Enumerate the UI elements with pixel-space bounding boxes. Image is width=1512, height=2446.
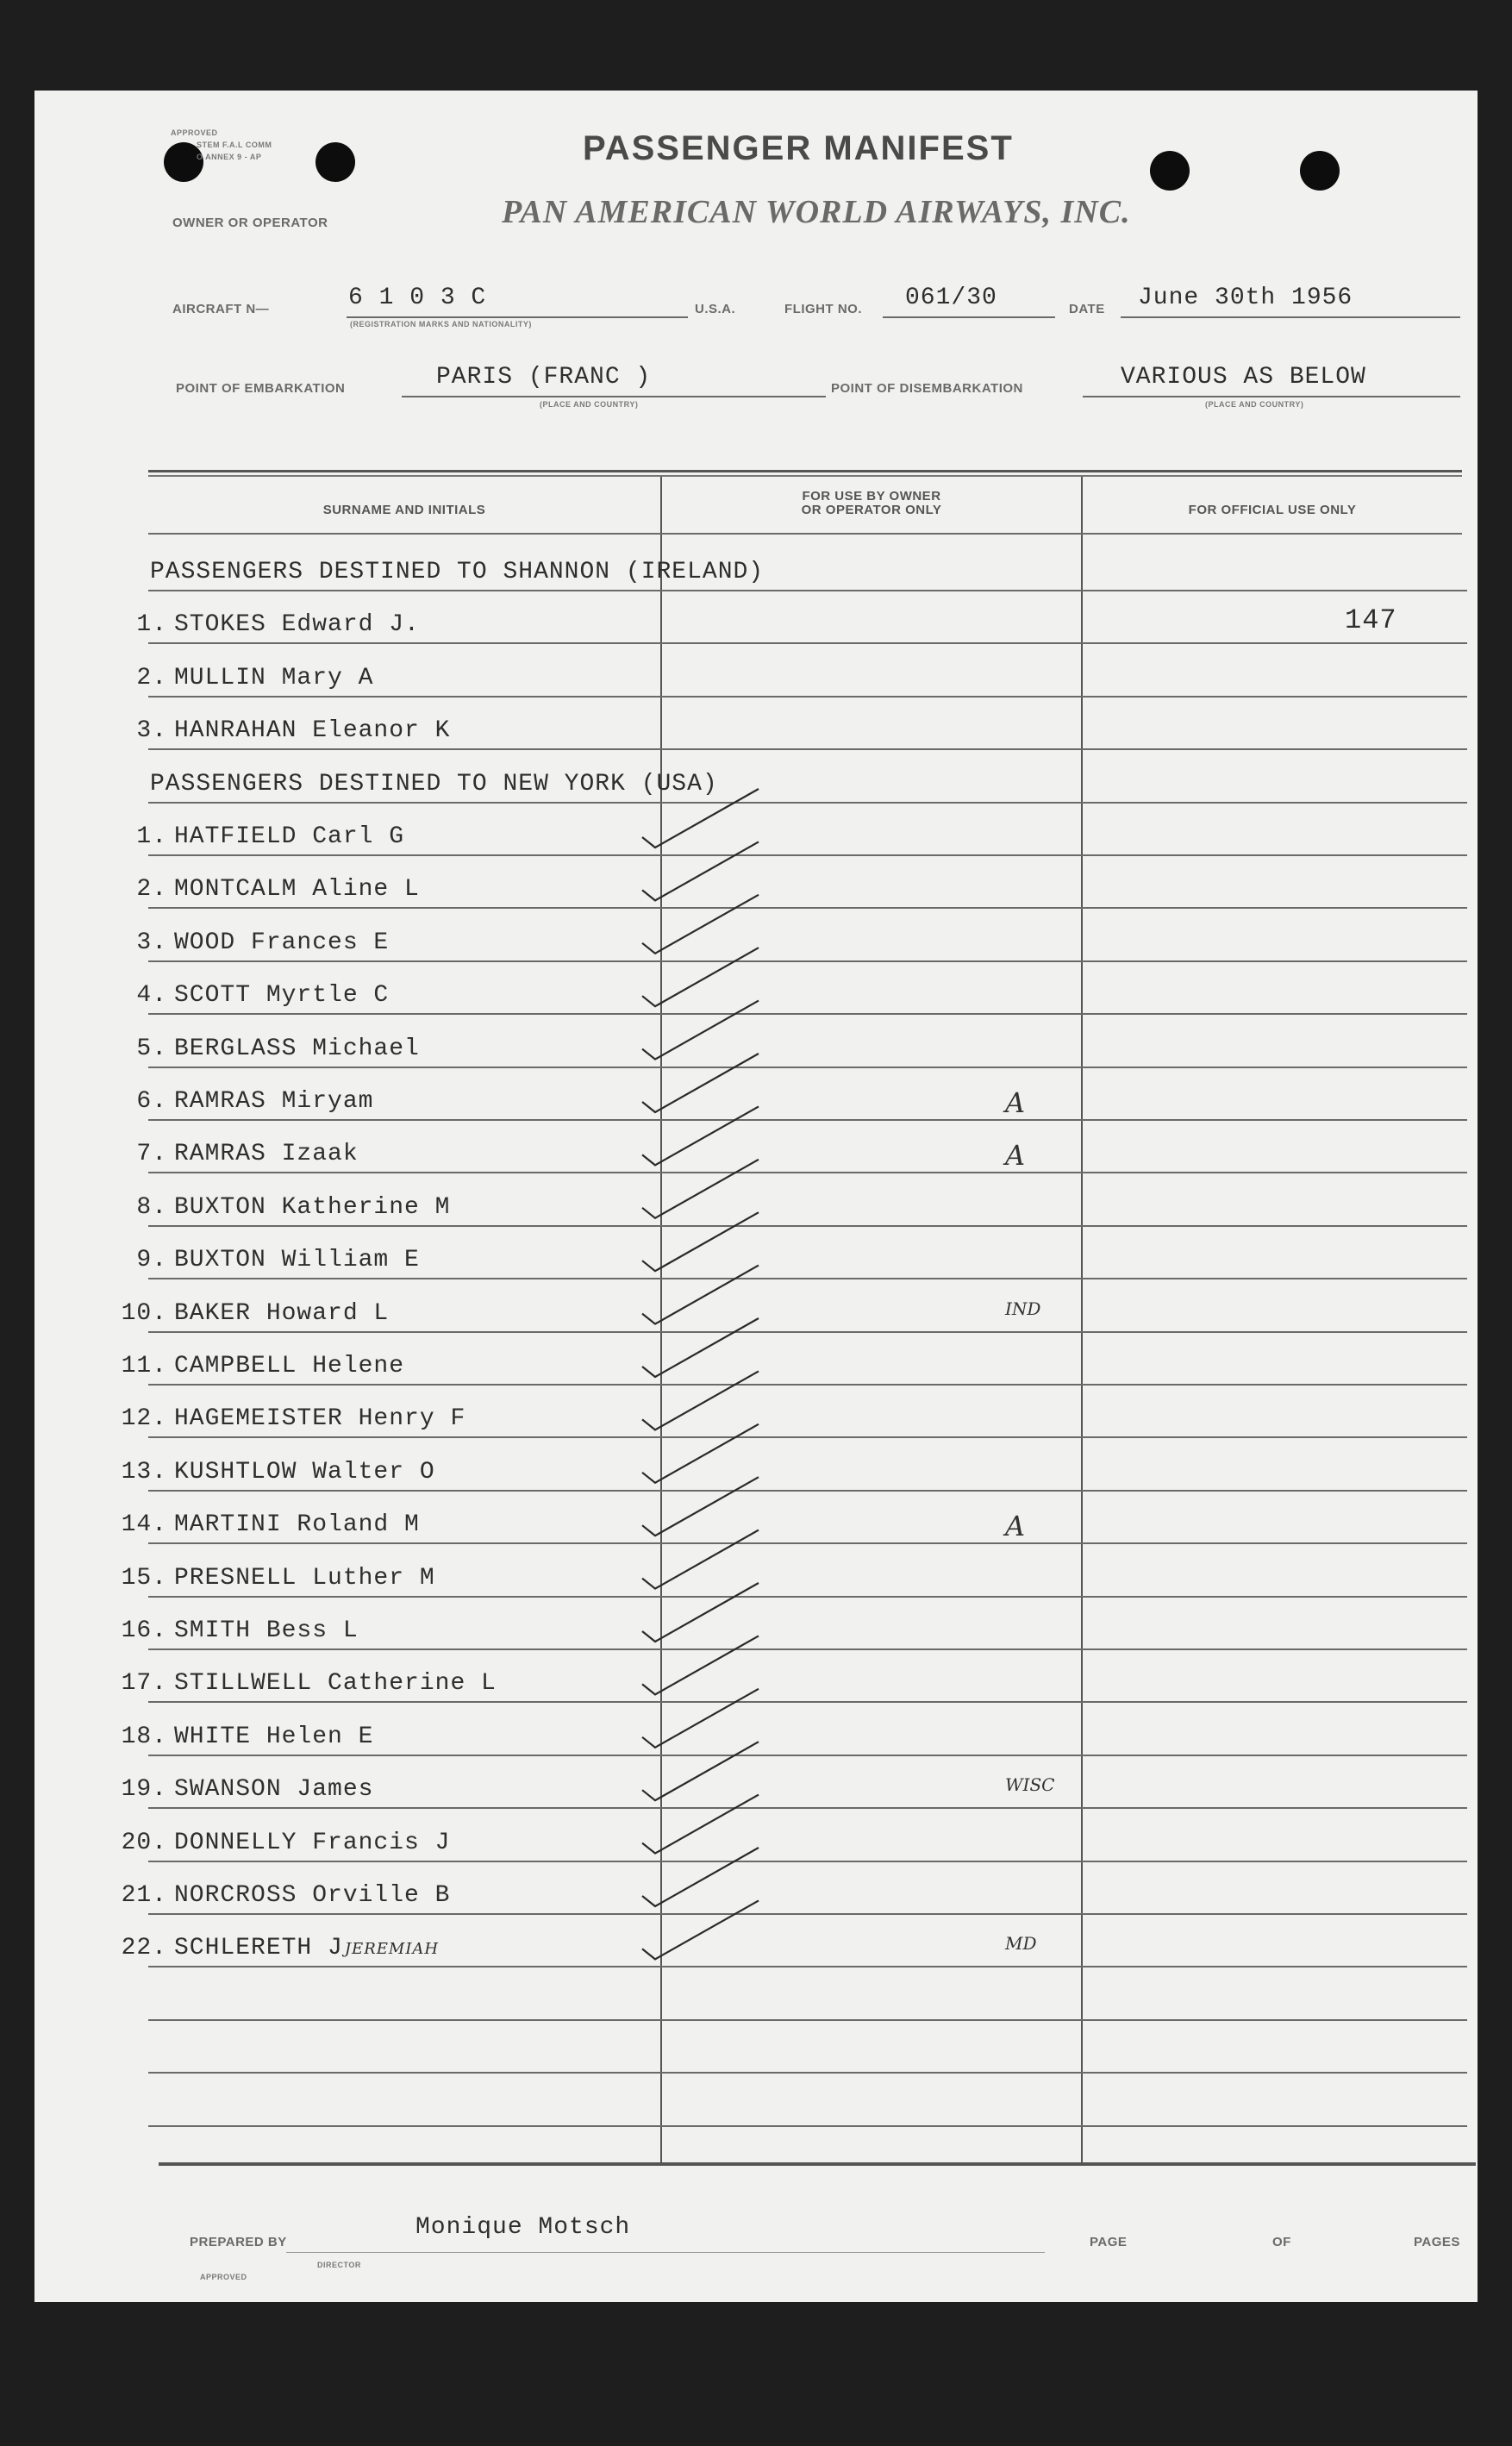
passenger-name: HAGEMEISTER Henry F <box>174 1405 466 1433</box>
passenger-name: BERGLASS Michael <box>174 1035 420 1062</box>
passenger-number: 3. <box>136 717 167 745</box>
place-caption-embark: (PLACE AND COUNTRY) <box>540 400 639 409</box>
check-mark <box>642 1742 759 1800</box>
check-mark <box>642 1212 759 1271</box>
passenger-name: KUSHTLOW Walter O <box>174 1458 435 1486</box>
passenger-name: BUXTON Katherine M <box>174 1193 451 1221</box>
handwritten-note: A <box>1005 1139 1026 1173</box>
place-caption-disembark: (PLACE AND COUNTRY) <box>1205 400 1304 409</box>
date-value: June 30th 1956 <box>1138 285 1353 311</box>
handwritten-note: A <box>1005 1510 1026 1543</box>
check-mark <box>642 1900 759 1959</box>
passenger-name: MULLIN Mary A <box>174 664 374 691</box>
check-mark <box>642 1689 759 1748</box>
passenger-name: MARTINI Roland M <box>174 1511 420 1539</box>
passenger-number: 4. <box>136 982 167 1010</box>
check-mark <box>642 1106 759 1165</box>
country-label: U.S.A. <box>695 302 736 316</box>
passenger-name: HATFIELD Carl G <box>174 823 405 850</box>
passenger-number: 14. <box>121 1511 167 1539</box>
flight-value: 061/30 <box>905 285 997 311</box>
check-mark <box>642 1424 759 1483</box>
passenger-number: 15. <box>121 1564 167 1592</box>
passenger-number: 18. <box>121 1723 167 1750</box>
passenger-name: SCHLERETH J <box>174 1935 343 1962</box>
check-mark <box>642 1371 759 1429</box>
approval-line-2: STEM F.A.L COMM <box>197 141 272 149</box>
passenger-name: CAMPBELL Helene <box>174 1353 405 1379</box>
passenger-number: 6. <box>136 1088 167 1115</box>
passenger-name: NORCROSS Orville B <box>174 1882 451 1909</box>
approval-line-3: O ANNEX 9 - AP <box>197 153 262 161</box>
footer-stamp: DIRECTOR <box>317 2261 361 2269</box>
check-mark <box>642 1795 759 1854</box>
passenger-number: 8. <box>136 1193 167 1221</box>
prepared-underline <box>286 2252 1045 2253</box>
passenger-name: HANRAHAN Eleanor K <box>174 717 451 745</box>
official-number: 147 <box>1345 604 1397 637</box>
passenger-name: DONNELLY Francis J <box>174 1829 451 1856</box>
passenger-number: 3. <box>136 929 167 956</box>
passenger-number: 9. <box>136 1247 167 1274</box>
check-mark <box>642 1160 759 1218</box>
check-mark <box>642 841 759 900</box>
passenger-name: PRESNELL Luther M <box>174 1564 435 1592</box>
passenger-number: 10. <box>121 1299 167 1327</box>
check-mark <box>642 1054 759 1112</box>
passenger-number: 21. <box>121 1882 167 1909</box>
disembark-value: VARIOUS AS BELOW <box>1121 364 1366 391</box>
handwritten-note: A <box>1005 1086 1026 1119</box>
check-mark <box>642 789 759 848</box>
aircraft-label: AIRCRAFT N— <box>172 302 270 316</box>
passenger-number: 12. <box>121 1405 167 1433</box>
embark-value: PARIS (FRANC ) <box>436 364 652 391</box>
check-mark <box>642 1636 759 1694</box>
check-mark <box>642 1477 759 1536</box>
footer-small: APPROVED <box>200 2273 247 2281</box>
prepared-label: PREPARED BY <box>190 2235 287 2249</box>
passenger-number: 20. <box>121 1829 167 1856</box>
passenger-name: RAMRAS Izaak <box>174 1141 359 1168</box>
passenger-number: 1. <box>136 823 167 850</box>
airline-name: PAN AMERICAN WORLD AIRWAYS, INC. <box>502 194 1131 230</box>
col-header-names: SURNAME AND INITIALS <box>322 503 486 517</box>
check-mark <box>642 1583 759 1642</box>
col-header-operator-line-1: FOR USE BY OWNER <box>802 489 941 504</box>
page-title: PASSENGER MANIFEST <box>583 129 1014 167</box>
passenger-name: SWANSON James <box>174 1776 374 1804</box>
handwritten-note: WISC <box>1005 1774 1055 1796</box>
passenger-number: 13. <box>121 1458 167 1486</box>
check-mark <box>642 948 759 1006</box>
passenger-name: SCOTT Myrtle C <box>174 982 390 1010</box>
check-mark <box>642 1318 759 1377</box>
passenger-number: 2. <box>136 664 167 691</box>
passenger-number: 16. <box>121 1617 167 1644</box>
section-heading: PASSENGERS DESTINED TO NEW YORK (USA) <box>150 770 718 798</box>
owner-label: OWNER OR OPERATOR <box>172 216 328 230</box>
disembark-label: POINT OF DISEMBARKATION <box>831 381 1023 396</box>
passenger-number: 22. <box>121 1935 167 1962</box>
passenger-name: RAMRAS Miryam <box>174 1088 374 1115</box>
passenger-name: WOOD Frances E <box>174 929 390 956</box>
check-mark <box>642 1530 759 1589</box>
approval-line-1: APPROVED <box>171 128 218 137</box>
handwritten-note: MD <box>1005 1933 1037 1955</box>
passenger-number: 5. <box>136 1035 167 1062</box>
passenger-number: 7. <box>136 1141 167 1168</box>
flight-label: FLIGHT NO. <box>784 302 862 316</box>
aircraft-value: 6 1 0 3 C <box>348 285 487 311</box>
passenger-name: STOKES Edward J. <box>174 611 420 639</box>
embark-label: POINT OF EMBARKATION <box>176 381 346 396</box>
col-header-operator-line-2: OR OPERATOR ONLY <box>801 503 942 517</box>
table-bottom-rule <box>159 2162 1476 2166</box>
passenger-name: SMITH Bess L <box>174 1617 359 1644</box>
check-mark <box>642 1848 759 1906</box>
check-mark <box>642 1001 759 1060</box>
pages-label: PAGES <box>1414 2235 1460 2249</box>
check-mark <box>642 1266 759 1324</box>
passenger-number: 19. <box>121 1776 167 1804</box>
page-label: PAGE <box>1090 2235 1128 2249</box>
passenger-number: 1. <box>136 611 167 639</box>
handwritten-forename: JEREMIAH <box>344 1940 440 1959</box>
prepared-value: Monique Motsch <box>415 2214 631 2241</box>
check-mark <box>642 895 759 954</box>
passenger-name: STILLWELL Catherine L <box>174 1670 497 1698</box>
section-heading: PASSENGERS DESTINED TO SHANNON (IRELAND) <box>150 559 765 585</box>
passenger-name: WHITE Helen E <box>174 1723 374 1750</box>
passenger-name: BAKER Howard L <box>174 1299 390 1327</box>
registration-caption: (REGISTRATION MARKS AND NATIONALITY) <box>350 320 532 328</box>
passenger-name: MONTCALM Aline L <box>174 876 420 904</box>
passenger-number: 2. <box>136 876 167 904</box>
passenger-number: 17. <box>121 1670 167 1698</box>
date-label: DATE <box>1069 302 1105 316</box>
passenger-number: 11. <box>121 1353 167 1379</box>
passenger-name: BUXTON William E <box>174 1247 420 1274</box>
of-label: OF <box>1272 2235 1291 2249</box>
handwritten-note: IND <box>1005 1298 1041 1319</box>
col-header-official: FOR OFFICIAL USE ONLY <box>1188 503 1357 517</box>
